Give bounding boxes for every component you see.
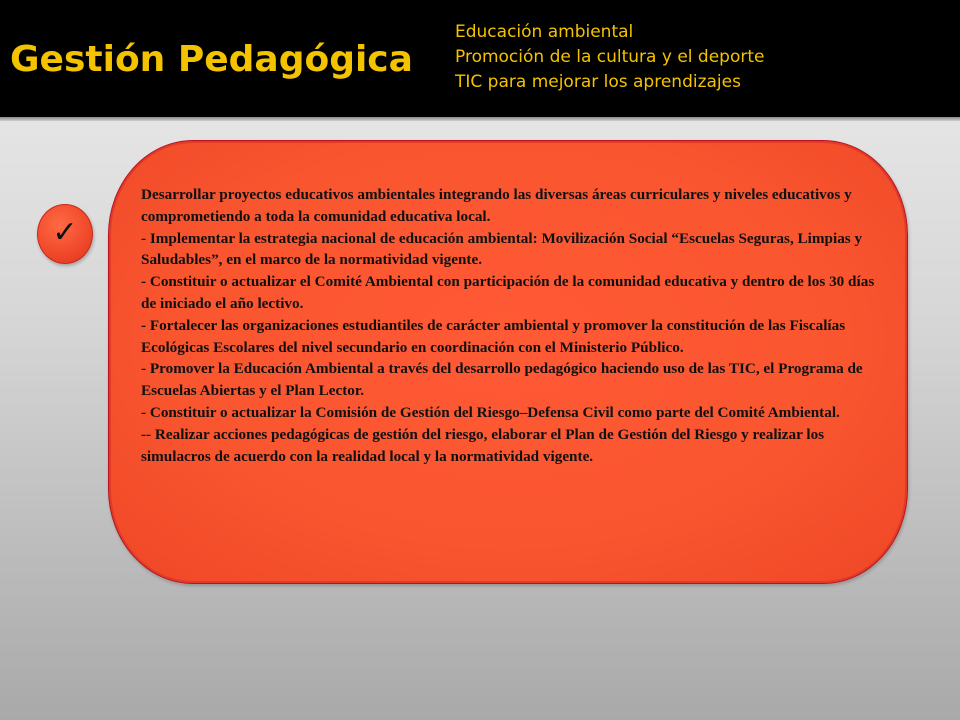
- subtopic-item: Promoción de la cultura y el deporte: [455, 47, 765, 67]
- header-divider: [0, 117, 960, 121]
- content-paragraph: - Promover la Educación Ambiental a través del desarrollo pedagógico haciendo uso de las TIC, el Programa de Escuelas Abiertas y el Plan Lector.: [141, 360, 863, 400]
- header-bar: [0, 0, 960, 117]
- content-paragraph: -- Realizar acciones pedagógicas de gestión del riesgo, elaborar el Plan de Gestión del Riesgo y realizar los simulacros de acuerdo con la realidad local y la normatividad vigente.: [141, 425, 825, 465]
- content-paragraph: Desarrollar proyectos educativos ambientales integrando las diversas áreas curriculares y niveles educativos y comprometiendo a toda la comunidad educativa local.: [141, 186, 852, 225]
- checkmark-icon: ✓: [52, 215, 78, 250]
- check-badge: [37, 204, 93, 264]
- content-text: [141, 184, 886, 467]
- subtopic-item: TIC para mejorar los aprendizajes: [455, 72, 741, 92]
- content-paragraph: - Implementar la estrategia nacional de educación ambiental: Movilización Social “Escuelas Seguras, Limpias y Saludables”, en el marco de la normatividad vigente.: [141, 229, 863, 269]
- subtopic-item: Educación ambiental: [455, 22, 634, 42]
- content-paragraph: - Constituir o actualizar la Comisión de Gestión del Riesgo–Defensa Civil como parte del Comité Ambiental.: [141, 403, 840, 421]
- content-paragraph: - Fortalecer las organizaciones estudiantiles de carácter ambiental y promover la constitución de las Fiscalías Ecológicas Escolares del nivel secundario en coordinación con el Ministerio Público.: [141, 316, 846, 356]
- page-title: Gestión Pedagógica: [10, 39, 413, 80]
- content-paragraph: - Constituir o actualizar el Comité Ambiental con participación de la comunidad educativa y dentro de los 30 días de iniciado el año lectivo.: [141, 273, 875, 312]
- subtopic-list: [455, 20, 764, 95]
- content-panel: [108, 140, 908, 584]
